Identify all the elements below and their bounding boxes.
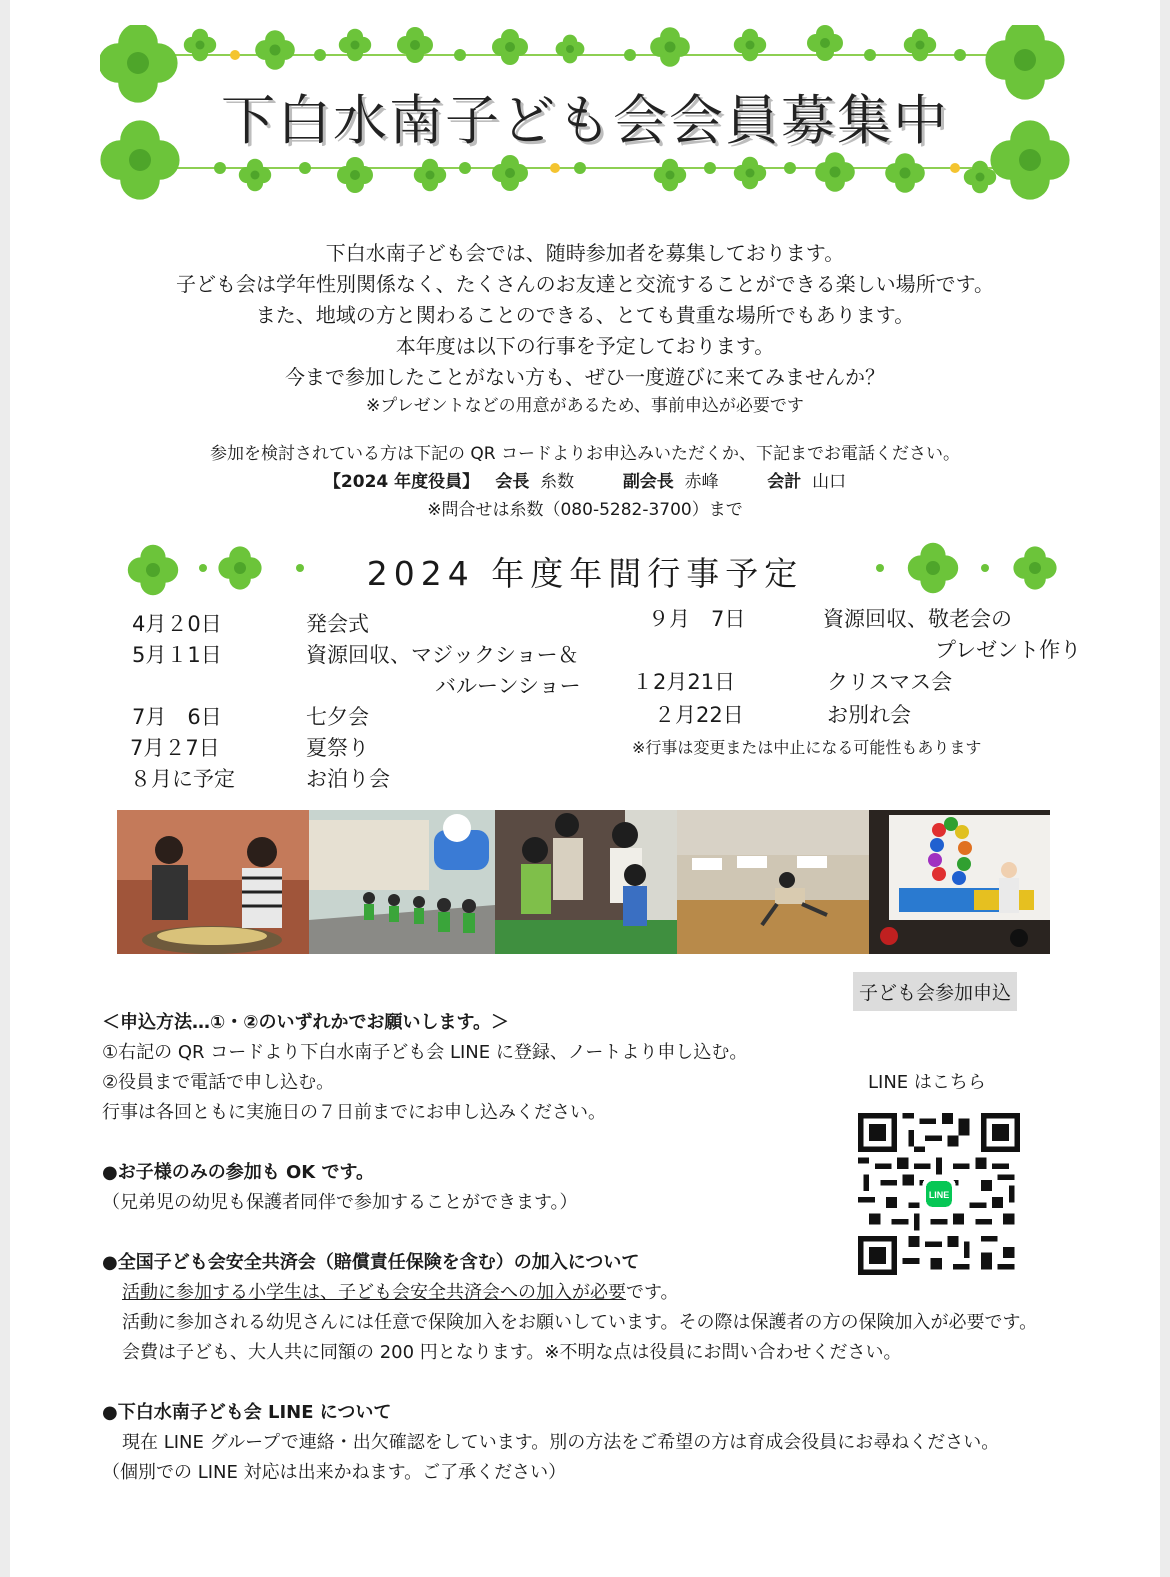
schedule-event: お泊り会 xyxy=(306,767,390,791)
method-line: ①右記の QR コードより下白水南子ども会 LINE に登録、ノートより申し込む。 xyxy=(102,1042,748,1063)
qr-label: LINE はこちら xyxy=(868,1072,986,1093)
vice-name: 赤峰 xyxy=(684,472,719,492)
flyer-page xyxy=(10,0,1160,1577)
photo-gym-game xyxy=(677,810,869,954)
insurance-required-text: 活動に参加する小学生は、子ども会安全共済会への加入が必要 xyxy=(122,1282,626,1303)
schedule-date: ８月に予定 xyxy=(130,767,235,791)
schedule-event: 発会式 xyxy=(306,612,369,636)
method-heading: ＜申込方法…①・②のいずれかでお願いします。＞ xyxy=(102,1012,510,1033)
officers-line xyxy=(10,468,1160,496)
method-line: 行事は各回ともに実施日の７日前までにお申し込みください。 xyxy=(102,1102,606,1123)
info-block xyxy=(102,1008,1142,1488)
schedule-date: １2月21日 xyxy=(632,670,736,694)
photo-cooking xyxy=(117,810,309,954)
schedule-date: 7月２7日 xyxy=(130,736,220,760)
child-heading: ●お子様のみの参加も OK です。 xyxy=(102,1162,375,1183)
chair-label: 会長 xyxy=(495,472,530,492)
insurance-line-1-end: です。 xyxy=(626,1282,679,1303)
intro-line: 今まで参加したことがない方も、ぜひ一度遊びに来てみませんか？ xyxy=(285,365,885,389)
schedule-date: 5月１1日 xyxy=(132,643,222,667)
schedule-note: ※行事は変更または中止になる可能性もあります xyxy=(632,738,982,757)
chair-name: 糸数 xyxy=(540,472,575,492)
treasurer-label: 会計 xyxy=(767,472,802,492)
contact-line: 参加を検討されている方は下記の QR コードよりお申込みいただくか、下記までお電話ください。 xyxy=(210,444,960,464)
intro-text xyxy=(10,238,1160,419)
insurance-line-3: 会費は子ども、大人共に同額の 200 円となります。※不明な点は役員にお問い合わせください。 xyxy=(122,1342,902,1363)
intro-line: 子ども会は学年性別関係なく、たくさんのお友達と交流することができる楽しい場所です。 xyxy=(176,272,994,296)
schedule-event: 夏祭り xyxy=(306,736,369,760)
line-heading: ●下白水南子ども会 LINE について xyxy=(102,1402,392,1423)
line-info-2: （個別での LINE 対応は出来かねます。ご了承ください） xyxy=(102,1462,567,1483)
schedule-event-cont: バルーンショー xyxy=(435,674,581,698)
page-title: 下白水南子ども会会員募集中 xyxy=(221,89,949,152)
vice-label: 副会長 xyxy=(622,472,674,492)
schedule-date: ９月 7日 xyxy=(648,607,746,631)
line-info-1: 現在 LINE グループで連絡・出欠確認をしています。別の方法をご希望の方は育成会役員にお尋ねください。 xyxy=(122,1432,1000,1453)
intro-line: 本年度は以下の行事を予定しております。 xyxy=(395,334,775,358)
schedule-date: 4月２0日 xyxy=(132,612,222,636)
apply-button[interactable]: 子ども会参加申込 xyxy=(853,972,1017,1011)
contact-block xyxy=(10,440,1160,524)
officers-label: 【2024 年度役員】 xyxy=(323,472,480,492)
schedule-title: 2024 年度年間行事予定 xyxy=(366,554,804,593)
schedule-date: ２月22日 xyxy=(654,703,744,727)
schedule-event: クリスマス会 xyxy=(827,670,953,694)
inquiry-line: ※問合せは糸数（080-5282-3700）まで xyxy=(427,500,743,520)
schedule-event: お別れ会 xyxy=(827,703,911,727)
child-note: （兄弟児の幼児も保護者同伴で参加することができます。） xyxy=(102,1192,578,1213)
photo-strip xyxy=(117,810,1050,954)
intro-line: 下白水南子ども会では、随時参加者を募集しております。 xyxy=(325,241,845,265)
photo-golf-game xyxy=(495,810,677,954)
schedule-date: 7月 6日 xyxy=(132,705,222,729)
schedule-event: 資源回収、マジックショー＆ xyxy=(306,643,579,667)
schedule-event-cont: プレゼント作り xyxy=(935,638,1082,662)
intro-line: また、地域の方と関わることのできる、とても貴重な場所でもあります。 xyxy=(255,303,915,327)
insurance-line-2: 活動に参加される幼児さんには任意で保険加入をお願いしています。その際は保護者の方の保険加入が必要です。 xyxy=(122,1312,1038,1333)
insurance-heading: ●全国子ども会安全共済会（賠償責任保険を含む）の加入について xyxy=(102,1252,640,1273)
schedule-event: 七夕会 xyxy=(306,705,369,729)
method-line: ②役員まで電話で申し込む。 xyxy=(102,1072,335,1093)
photo-balloon-show xyxy=(869,810,1050,954)
insurance-line-1 xyxy=(102,1278,1142,1308)
treasurer-name: 山口 xyxy=(812,472,847,492)
schedule-event: 資源回収、敬老会の xyxy=(823,607,1012,631)
intro-note: ※プレゼントなどの用意があるため、事前申込が必要です xyxy=(366,396,804,416)
photo-festival-parade xyxy=(309,810,495,954)
qr-line-logo-text: LINE xyxy=(928,1189,950,1200)
